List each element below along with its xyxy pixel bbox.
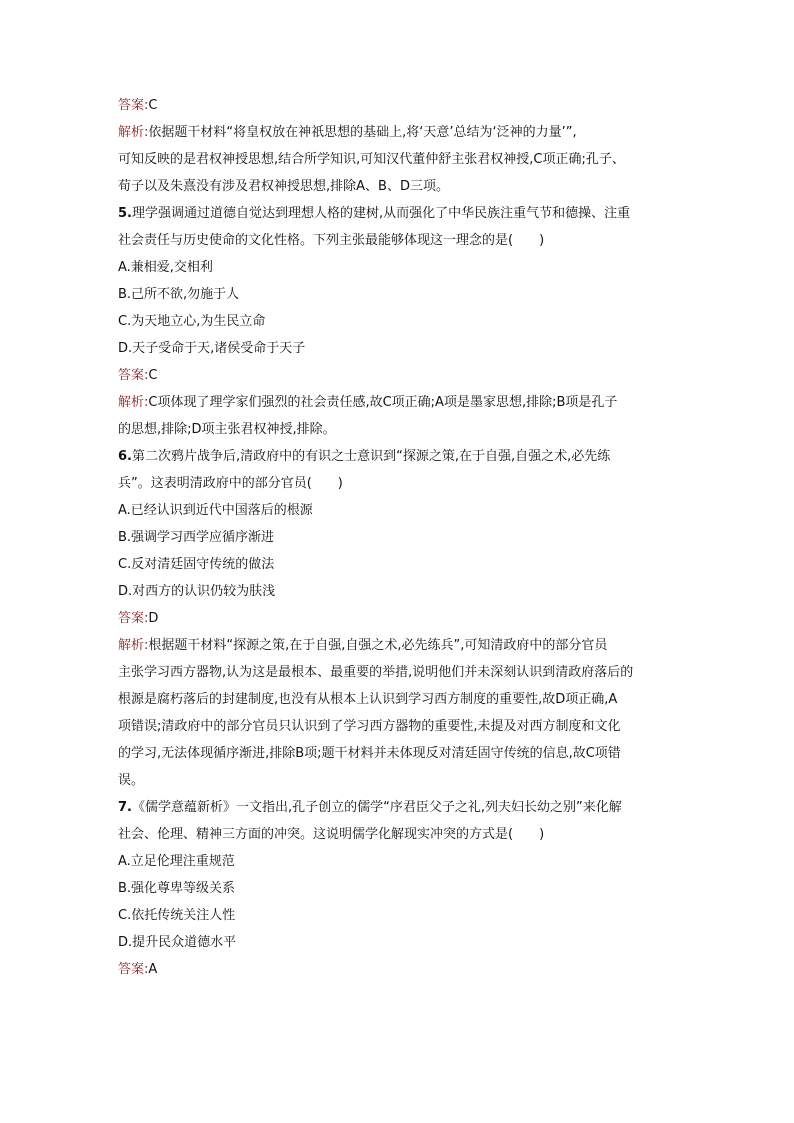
analysis-label: 解析: [118,395,149,410]
answer-line-q7 [118,956,680,983]
option-b: B.己所不欲,勿施于人 [118,287,240,302]
question-number: 7. [118,800,132,815]
option-b: B.强调学习西学应循序渐进 [118,530,275,545]
analysis-text: 荀子以及朱熹没有涉及君权神授思想,排除A、B、D三项。 [118,179,449,194]
question-text: 第二次鸦片战争后,清政府中的有识之士意识到“探源之策,在于自强,自强之术,必先练 [131,449,611,464]
answer-value: D [148,611,159,626]
answer-value: C [148,98,158,113]
option-c: C.为天地立心,为生民立命 [118,314,266,329]
analysis-text: C项体现了理学家们强烈的社会责任感,故C项正确;A项是墨家思想,排除;B项是孔子 [148,395,618,410]
answer-label: 答案: [118,962,149,977]
analysis-text: 的学习,无法体现循序渐进,排除B项;题干材料并未体现反对清廷固守传统的信息,故C项错 [118,746,621,761]
analysis-text: 根据题干材料“探源之策,在于自强,自强之术,必先练兵”,可知清政府中的部分官员 [148,638,608,653]
question-text: 《儒学意蕴新析》一文指出,孔子创立的儒学“序君臣父子之礼,列夫妇长幼之别”来化解 [131,800,622,815]
analysis-text: 的思想,排除;D项主张君权神授,排除。 [118,422,336,437]
question-text: 社会责任与历史使命的文化性格。下列主张最能够体现这一理念的是( ) [118,233,545,248]
option-b: B.强化尊卑等级关系 [118,881,236,896]
option-a: A.兼相爱,交相利 [118,260,213,275]
question-number: 6. [118,449,132,464]
answer-line-q6 [118,605,680,632]
answer-value: A [148,962,158,977]
answer-label: 答案: [118,368,149,383]
answer-label: 答案: [118,611,149,626]
option-c: C.依托传统关注人性 [118,908,236,923]
document-page [118,92,680,983]
question-stem-q7 [118,794,680,821]
option-d: D.提升民众道德水平 [118,935,237,950]
question-stem-q5 [118,200,680,227]
answer-label: 答案: [118,98,149,113]
option-c: C.反对清廷固守传统的做法 [118,557,275,572]
analysis-text: 项错误;清政府中的部分官员只认识到了学习西方器物的重要性,未提及对西方制度和文化 [118,719,621,734]
option-d: D.对西方的认识仍较为肤浅 [118,584,276,599]
question-text: 理学强调通过道德自觉达到理想人格的建树,从而强化了中华民族注重气节和德操、注重 [131,206,631,221]
answer-line-q5 [118,362,680,389]
question-text: 兵”。这表明清政府中的部分官员( ) [118,476,343,491]
analysis-line-q5 [118,389,680,416]
question-number: 5. [118,206,132,221]
answer-value: C [148,368,158,383]
option-d: D.天子受命于天,诸侯受命于天子 [118,341,306,356]
analysis-text: 根源是腐朽落后的封建制度,也没有从根本上认识到学习西方制度的重要性,故D项正确,A [118,692,618,707]
analysis-label: 解析: [118,638,149,653]
analysis-text: 可知反映的是君权神授思想,结合所学知识,可知汉代董仲舒主张君权神授,C项正确;孔子、 [118,152,625,167]
analysis-line-q4 [118,119,680,146]
question-stem-q6 [118,443,680,470]
analysis-line-q6 [118,632,680,659]
analysis-text: 主张学习西方器物,认为这是最根本、最重要的举措,说明他们并未深刻认识到清政府落后的 [118,665,634,680]
question-text: 社会、伦理、精神三方面的冲突。这说明儒学化解现实冲突的方式是( ) [118,827,545,842]
option-a: A.立足伦理注重规范 [118,854,235,869]
option-a: A.已经认识到近代中国落后的根源 [118,503,313,518]
analysis-text: 依据题干材料“将皇权放在神祇思想的基础上,将‘天意’总结为‘泛神的力量’”, [148,125,577,140]
analysis-text: 误。 [118,773,145,788]
analysis-label: 解析: [118,125,149,140]
answer-line-q4 [118,92,680,119]
